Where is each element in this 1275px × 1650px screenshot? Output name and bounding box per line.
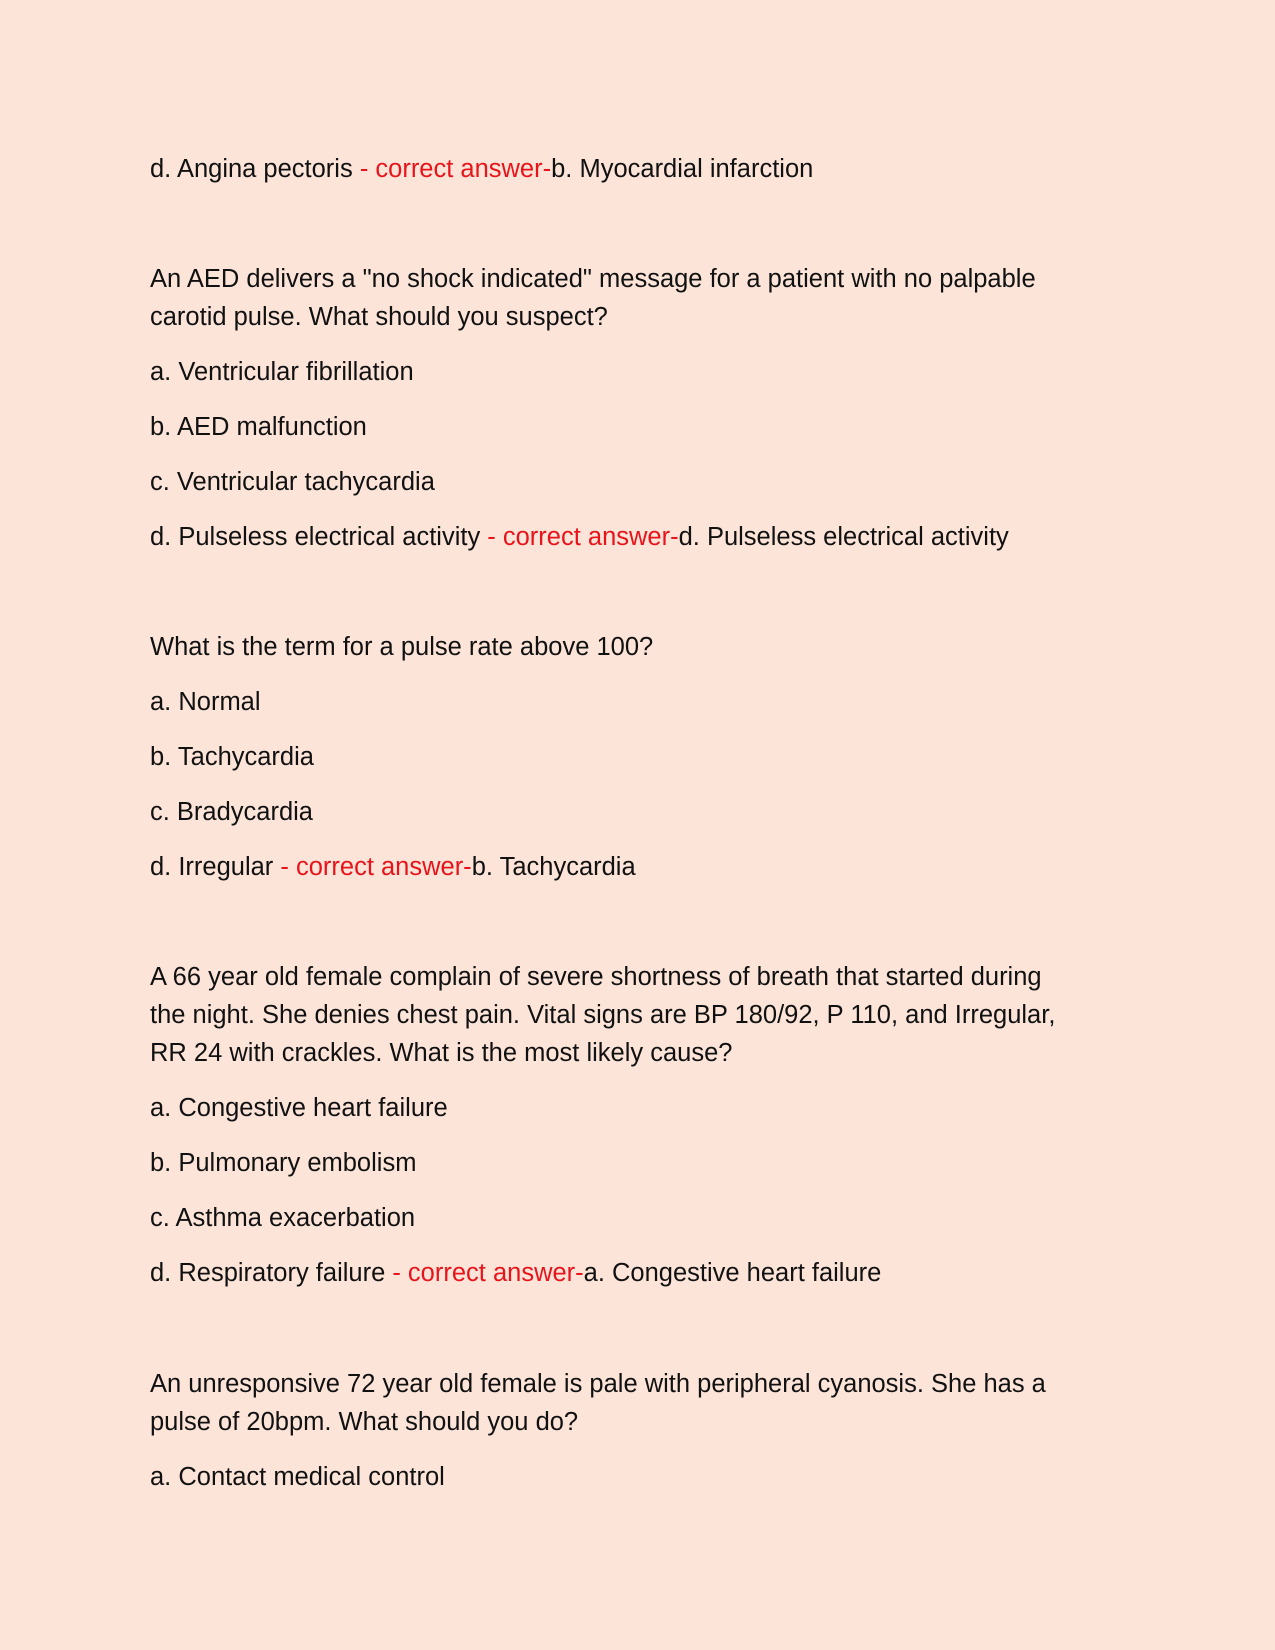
question-line: pulse of 20bpm. What should you do? bbox=[150, 1408, 579, 1436]
question-line: An unresponsive 72 year old female is pale with peripheral cyanosis. She has a bbox=[150, 1370, 1046, 1398]
correct-answer-text: b. Tachycardia bbox=[471, 853, 636, 881]
question-line: RR 24 with crackles. What is the most likely cause? bbox=[150, 1039, 733, 1067]
option-text: d. Angina pectoris bbox=[150, 155, 360, 183]
correct-answer-text: d. Pulseless electrical activity bbox=[678, 523, 1009, 551]
option-text: d. Irregular bbox=[150, 853, 281, 881]
option-line: a. Contact medical control bbox=[150, 1463, 445, 1491]
option-line bbox=[150, 518, 1009, 556]
option-line: c. Bradycardia bbox=[150, 798, 313, 826]
question-line: carotid pulse. What should you suspect? bbox=[150, 303, 608, 331]
option-line: b. Pulmonary embolism bbox=[150, 1149, 417, 1177]
option-line bbox=[150, 1254, 881, 1292]
option-line: a. Congestive heart failure bbox=[150, 1094, 448, 1122]
correct-answer-text: b. Myocardial infarction bbox=[551, 155, 814, 183]
question-line: A 66 year old female complain of severe shortness of breath that started during bbox=[150, 963, 1042, 991]
option-line: a. Ventricular fibrillation bbox=[150, 358, 414, 386]
correct-answer-text: a. Congestive heart failure bbox=[583, 1259, 882, 1287]
option-text: d. Pulseless electrical activity bbox=[150, 523, 488, 551]
question-line: An AED delivers a "no shock indicated" message for a patient with no palpable bbox=[150, 265, 1036, 293]
option-line: b. Tachycardia bbox=[150, 743, 314, 771]
option-text: d. Respiratory failure bbox=[150, 1259, 393, 1287]
option-line: a. Normal bbox=[150, 688, 261, 716]
correct-answer-marker: - correct answer- bbox=[487, 523, 679, 551]
question-line: What is the term for a pulse rate above 100? bbox=[150, 633, 654, 661]
option-line: b. AED malfunction bbox=[150, 413, 367, 441]
option-line: c. Asthma exacerbation bbox=[150, 1204, 416, 1232]
option-line: c. Ventricular tachycardia bbox=[150, 468, 435, 496]
correct-answer-marker: - correct answer- bbox=[392, 1259, 584, 1287]
correct-answer-marker: - correct answer- bbox=[359, 155, 552, 183]
option-line bbox=[150, 848, 636, 886]
option-line bbox=[150, 150, 813, 188]
question-line: the night. She denies chest pain. Vital signs are BP 180/92, P 110, and Irregular, bbox=[150, 1001, 1056, 1029]
correct-answer-marker: - correct answer- bbox=[280, 853, 472, 881]
